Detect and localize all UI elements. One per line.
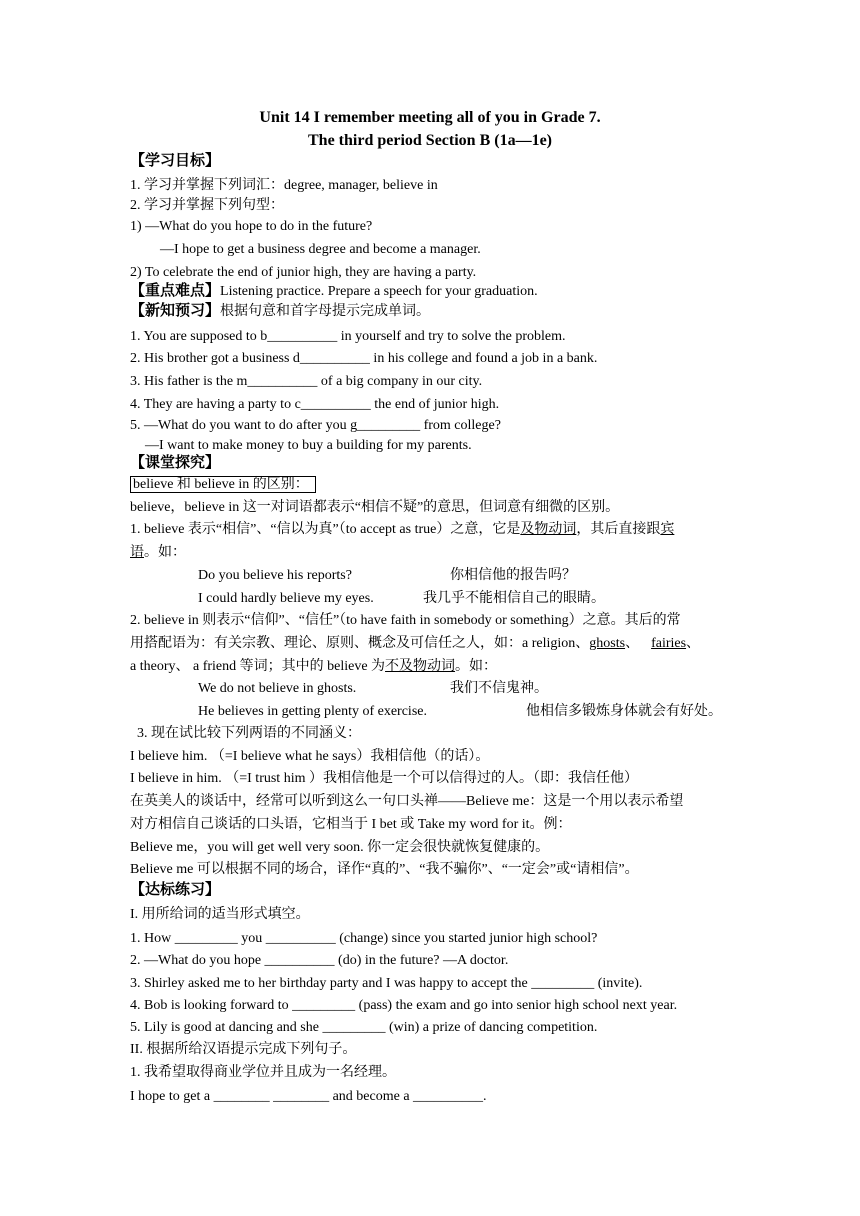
- explore-point-2: 2. believe in 则表示“信仰”、“信任”（to have faith in somebody or something）之意。其后的常: [130, 613, 681, 628]
- key-points-heading: 【重点难点】: [130, 283, 221, 299]
- text-run: 用搭配语为：有关宗教、理论、原则、概念及可信任之人，如：a religion、: [130, 636, 590, 651]
- practice-item: 4. Bob is looking forward to _________ (pass) the exam and go into senior high school next year.: [130, 998, 678, 1013]
- objective-item: 1) —What do you hope to do in the future?: [130, 219, 373, 234]
- compare-line: 在英美人的谈话中，经常可以听到这么一句口头禅——Believe me：这是一个用以表示希望: [130, 794, 684, 809]
- practice-item: I hope to get a ________ ________ and become a __________.: [130, 1089, 487, 1104]
- explore-point-2-cont: [130, 635, 700, 653]
- compare-line: Believe me 可以根据不同的场合，译作“真的”、“我不骗你”、“一定会”或“请相信”。: [130, 862, 639, 877]
- compare-line: Believe me，you will get well very soon. 你一定会很快就恢复健康的。: [130, 840, 550, 855]
- practice-item: 5. Lily is good at dancing and she _________ (win) a prize of dancing competition.: [130, 1020, 598, 1035]
- objectives-heading: 【学习目标】: [130, 153, 221, 169]
- preview-intro: 根据句意和首字母提示完成单词。: [220, 304, 431, 319]
- example-cn: 我几乎不能相信自己的眼睛。: [423, 591, 605, 606]
- text-run: 。如：: [144, 545, 186, 560]
- title-line-1: Unit 14 I remember meeting all of you in Grade 7.: [259, 109, 601, 126]
- example-en: He believes in getting plenty of exercise.: [198, 704, 427, 719]
- text-run: 1. believe 表示“相信”、“信以为真”（to accept as true）之意，它是: [130, 522, 521, 537]
- example-cn: 他相信多锻炼身体就会有好处。: [526, 704, 722, 719]
- explore-box-title: believe 和 believe in 的区别：: [130, 476, 316, 493]
- preview-item: 4. They are having a party to c__________ the end of junior high.: [130, 397, 500, 412]
- explore-intro: believe，believe in 这一对词语都表示“相信不疑”的意思，但词意有细微的区别。: [130, 500, 620, 515]
- preview-heading: 【新知预习】: [130, 303, 221, 319]
- text-run: a theory、 a friend 等词；其中的 believe 为: [130, 659, 386, 674]
- objective-item: —I hope to get a business degree and become a manager.: [160, 242, 481, 257]
- compare-line: I believe him. （=I believe what he says）我相信他（的话）。: [130, 749, 490, 764]
- underlined-term: 宾: [660, 522, 675, 537]
- example-cn: 我们不信鬼神。: [450, 681, 548, 696]
- preview-item: 2. His brother got a business d__________ in his college and found a job in a bank.: [130, 351, 598, 366]
- text-run: 。如：: [455, 659, 498, 674]
- practice-item: 1. 我希望取得商业学位并且成为一名经理。: [130, 1065, 396, 1080]
- preview-item: —I want to make money to buy a building for my parents.: [145, 438, 472, 453]
- explore-point-2-cont: [130, 658, 497, 676]
- explore-box-line: [130, 476, 316, 494]
- preview-item: 3. His father is the m__________ of a big company in our city.: [130, 374, 483, 389]
- underlined-term: 语: [130, 545, 144, 560]
- key-points-line: [130, 282, 538, 301]
- practice-item: 3. Shirley asked me to her birthday party and I was happy to accept the _________ (invite).: [130, 976, 643, 991]
- explore-point-3: 3. 现在试比较下列两语的不同涵义：: [137, 726, 361, 741]
- text-run: 、: [686, 636, 701, 651]
- practice-item: 2. —What do you hope __________ (do) in the future? —A doctor.: [130, 953, 509, 968]
- underlined-term: ghosts: [589, 636, 626, 651]
- practice-heading: 【达标练习】: [130, 882, 221, 898]
- underlined-term: 及物动词: [520, 522, 577, 537]
- underlined-term: fairies: [651, 636, 687, 651]
- practice-item: 1. How _________ you __________ (change) since you started junior high school?: [130, 931, 598, 946]
- preview-item: 5. —What do you want to do after you g_________ from college?: [130, 418, 501, 433]
- preview-line: [130, 302, 430, 321]
- key-points-text: Listening practice. Prepare a speech for your graduation.: [220, 284, 538, 299]
- compare-line: I believe in him. （=I trust him ）我相信他是一个可以信得过的人。（即：我信任他）: [130, 771, 638, 786]
- practice-part-2: II. 根据所给汉语提示完成下列句子。: [130, 1042, 357, 1057]
- example-en: We do not believe in ghosts.: [198, 681, 357, 696]
- example-en: Do you believe his reports?: [198, 568, 352, 583]
- compare-line: 对方相信自己谈话的口头语，它相当于 I bet 或 Take my word for it。例：: [130, 817, 572, 832]
- preview-item: 1. You are supposed to b__________ in yourself and try to solve the problem.: [130, 329, 566, 344]
- underlined-term: 不及物动词: [385, 659, 456, 674]
- objective-item: 2. 学习并掌握下列句型：: [130, 198, 284, 213]
- objective-item: 2) To celebrate the end of junior high, they are having a party.: [130, 265, 477, 280]
- example-cn: 你相信他的报告吗？: [450, 568, 576, 583]
- objective-item: 1. 学习并掌握下列词汇：degree, manager, believe in: [130, 178, 438, 193]
- text-run: ，其后直接跟: [576, 522, 661, 537]
- text-run: 、: [625, 636, 640, 651]
- example-en: I could hardly believe my eyes.: [198, 591, 374, 606]
- title-line-2: The third period Section B (1a—1e): [308, 132, 552, 149]
- practice-part-1: I. 用所给词的适当形式填空。: [130, 907, 310, 922]
- explore-point-1: [130, 521, 674, 539]
- explore-point-1-cont: [130, 544, 186, 562]
- explore-heading: 【课堂探究】: [130, 455, 221, 471]
